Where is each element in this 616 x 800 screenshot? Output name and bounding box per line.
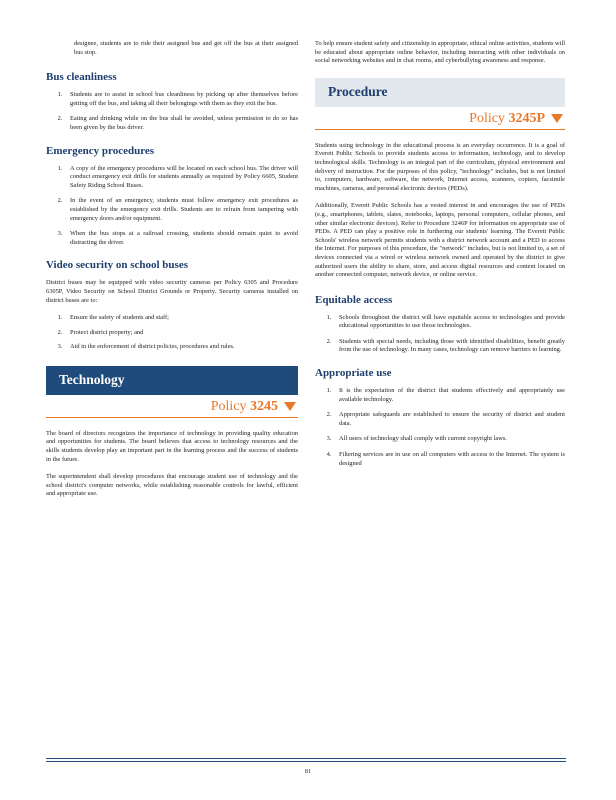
equitable-access-heading: Equitable access	[315, 293, 393, 306]
list-item: 1. Students are to assist in school bus cleanliness by picking up after themselves before getting off the bus, and taking all their belongings with them as they exit the bus.	[64, 91, 298, 108]
procedure-title: Procedure	[328, 84, 388, 100]
video-security-list	[46, 314, 298, 352]
left-column	[46, 0, 298, 508]
technology-paragraph: The board of directors recognizes the importance of technology in providing quality education and opportunities for students. The board believes that access to technology resources and the skills students develop play an important part in the learning process and the success of students in the future.	[46, 429, 298, 463]
appropriate-use-list	[315, 387, 565, 468]
list-item: 2. Appropriate safeguards are established to ensure the security of district and student data.	[333, 411, 565, 428]
technology-banner	[46, 366, 298, 395]
procedure-paragraph: Additionally, Everett Public Schools has a vested interest in and encourages the use of PEDs (e.g., smartphones, tablets, slates, notebooks, laptops, personal computers, cellular phones, and other similar electronic devices). Refer to Procedure 3246P for information on appropriate use of PEDs. A PED can play a positive role in furthering our students' learning. The Everett Public Schools' wireless network permits students with a district network account and a PED to access the Internet. For purposes of this procedure, the "network" includes, but is not limited to, a set of devices connected via a wired or wireless network owned and operated by the district to give authorized users the ability to share, store, and access digital resources and content located on another connected computer, network device, or online service.	[315, 202, 565, 279]
list-item: 3. All users of technology shall comply with current copyright laws.	[333, 435, 565, 444]
footer-rule	[46, 761, 566, 762]
list-item: 1. Ensure the safety of students and staff;	[64, 314, 298, 323]
triangle-down-icon	[284, 402, 296, 411]
video-security-text: District buses may be equipped with video security cameras per Policy 6305 and Procedure 6305P, Video Security on School District Grounds or Property. Security cameras installed on district buses are to:	[46, 279, 298, 304]
policy-label-3245	[46, 395, 298, 418]
page-number: 81	[304, 768, 312, 775]
policy-prefix: Policy	[210, 398, 247, 414]
list-item: 1. A copy of the emergency procedures will be located on each school bus. The driver will conduct emergency exit drills for students annually as required by Policy 6605, Student Safety Riding School Buses.	[64, 165, 298, 191]
right-intro: To help ensure student safety and citizenship in appropriate, ethical online activities, students will be educated about appropriate online behavior, including interacting with other individuals on social networking websites and in chat rooms, and cyberbullying awareness and response.	[315, 40, 565, 65]
bus-cleanliness-heading: Bus cleanliness	[46, 71, 117, 84]
list-item: 1. Schools throughout the district will have equitable access to technologies and provide educational opportunities to use those technologies.	[333, 314, 565, 331]
video-security-heading: Video security on school buses	[46, 259, 188, 272]
right-column	[315, 0, 565, 478]
policy-number: 3245	[250, 398, 278, 414]
list-item: 3. When the bus stops at a railroad crossing, students should remain quiet to avoid distracting the driver.	[64, 230, 298, 247]
list-item: 4. Filtering services are in use on all computers with access to the Internet. The system is designed	[333, 451, 565, 468]
triangle-down-icon	[551, 114, 563, 123]
policy-label-3245p	[315, 107, 565, 130]
technology-paragraph: The superintendent shall develop procedures that encourage student use of technology and the school district's computer networks, while establishing reasonable controls for lawful, efficient and appropriate use.	[46, 473, 298, 498]
procedure-paragraph: Students using technology in the educational process is an everyday occurrence. It is a goal of Everett Public Schools to provide students access to information, technology, and to develop technological skills. Technology is an integral part of the curriculum, physical environment and delivery of instruction. For the purposes of this policy, "technology" includes, but is not limited to, computers, hardware, software, the network, Internet access, scanners, copiers, facsimile machines, cameras, and personal electronic devices (PEDs).	[315, 141, 565, 192]
footer-rule	[46, 758, 566, 759]
bus-cleanliness-list	[46, 91, 298, 132]
emergency-procedures-list	[46, 165, 298, 248]
list-item: 2. Students with special needs, including those with identified disabilities, benefit greatly from the use of technology. In many cases, technology can remove barriers to learning.	[333, 338, 565, 355]
policy-number: 3245P	[508, 110, 545, 126]
list-item: 3. Aid in the enforcement of district policies, procedures and rules.	[64, 343, 298, 352]
appropriate-use-heading: Appropriate use	[315, 367, 392, 380]
procedure-banner	[315, 78, 565, 107]
list-item: 2. Protect district property; and	[64, 329, 298, 338]
list-item: 2. Eating and drinking while on the bus shall be avoided, unless permission to do so has been given by the bus driver.	[64, 115, 298, 132]
emergency-procedures-heading: Emergency procedures	[46, 144, 155, 157]
list-item: 2. In the event of an emergency, students must follow emergency exit procedures as established by the emergency exit drills. Students are to refrain from tampering with emergency doors and/or equipment.	[64, 197, 298, 223]
equitable-access-list	[315, 314, 565, 355]
technology-title: Technology	[59, 372, 125, 388]
list-item: 1. It is the expectation of the district that students effectively and appropriately use available technology.	[333, 387, 565, 404]
policy-prefix: Policy	[469, 110, 505, 126]
left-intro: designee, students are to ride their assigned bus and get off the bus at their assigned bus stop.	[74, 40, 298, 56]
